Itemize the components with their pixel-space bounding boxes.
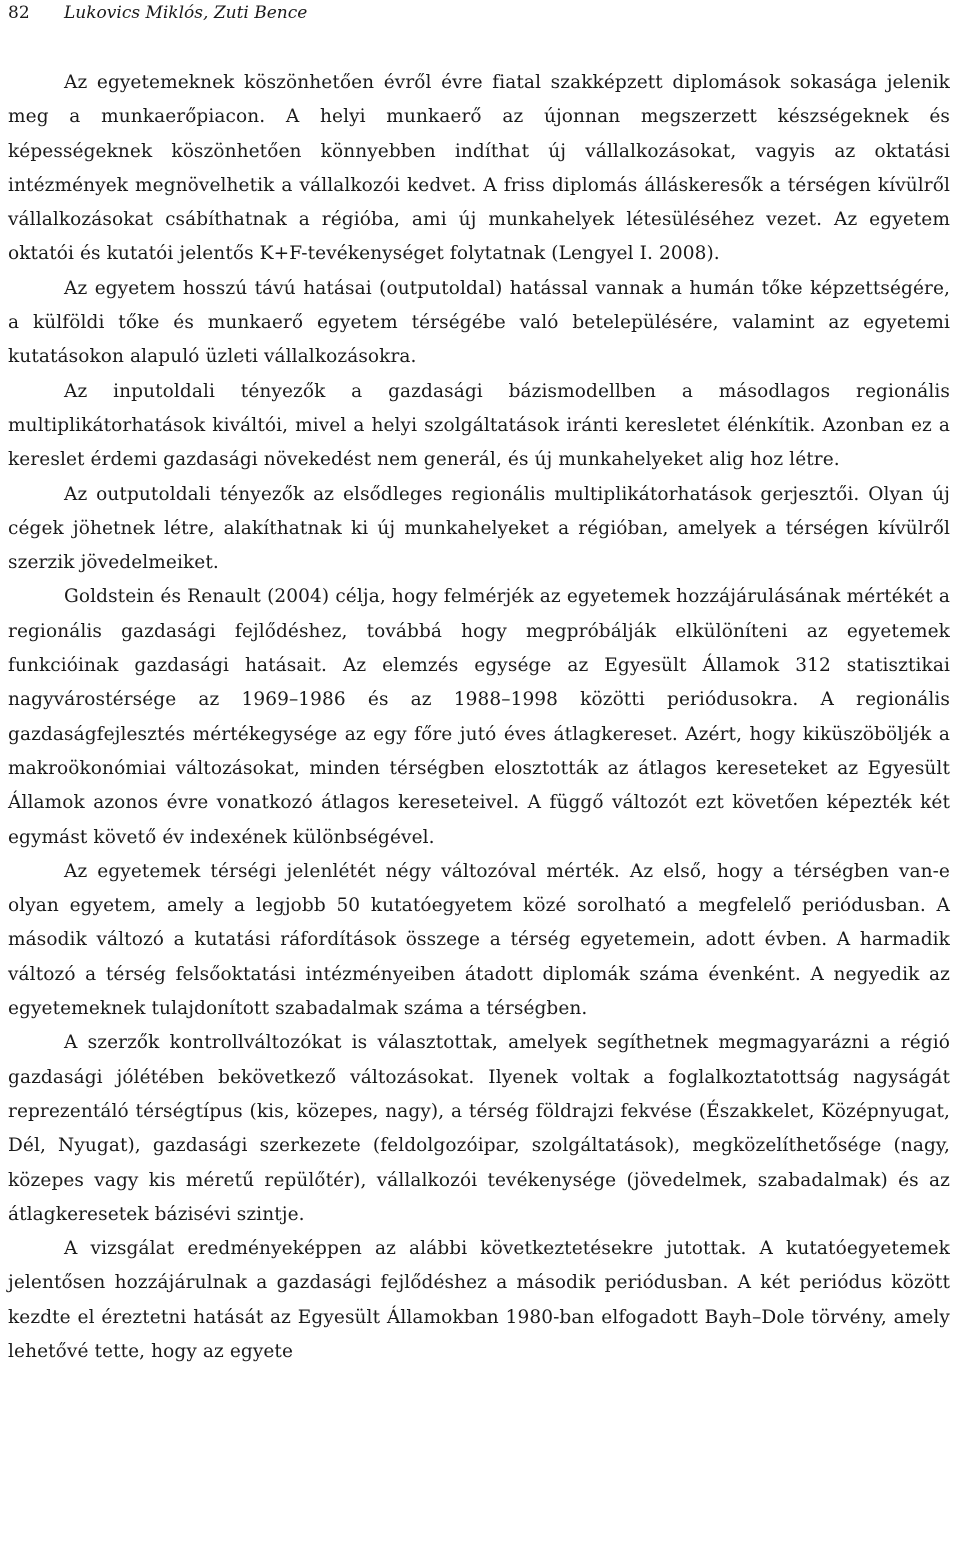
paragraph: A vizsgálat eredményeképpen az alábbi következtetésekre jutottak. A kutatóegyetemek jelentősen hozzájárulnak a gazdasági fejlődéshez a második periódusban. A két periódus között kezdte el éreztetni hatását az Egyesült Államokban 1980-ban elfogadott Bayh–Dole törvény, amely lehetővé tette, hogy az egyete <box>8 1238 950 1362</box>
paragraph: Az inputoldali tényezők a gazdasági bázismodellben a másodlagos regionális multiplikátorhatások kiváltói, mivel a helyi szolgáltatások iránti keresletet élénkítik. Azonban ez a kereslet érdemi gazdasági növekedést nem generál, és új munkahelyeket alig hoz létre. <box>8 380 950 471</box>
page-number: 82 <box>8 3 30 23</box>
paragraph: Az egyetemeknek köszönhetően évről évre fiatal szakképzett diplomások sokasága jelenik meg a munkaerőpiacon. A helyi munkaerő az újonnan megszerzett készségeknek és képességeknek köszönhetően könnyebben indíthat új vállalkozásokat, vagyis az oktatási intézmények megnövelhetik a vállalkozói kedvet. A friss diplomás álláskeresők a térségen kívülről vállalkozásokat csábíthatnak a régióba, ami új munkahelyek létesüléséhez vezet. Az egyetem oktatói és kutatói jelentős K+F-tevékenységet folytatnak (Lengyel I. 2008). <box>8 72 950 265</box>
paragraph: Goldstein és Renault (2004) célja, hogy felmérjék az egyetemek hozzájárulásának mértékét a regionális gazdasági fejlődéshez, továbbá hogy megpróbálják elkülöníteni az egyetemek funkcióinak gazdasági hatásait. Az elemzés egysége az Egyesült Államok 312 statisztikai nagyvárostérsége az 1969–1986 és az 1988–1998 közötti periódusokra. A regionális gazdaságfejlesztés mértékegysége az egy főre jutó éves átlagkereset. Azért, hogy kiküszöböljék a makroökonómiai változásokat, minden térségben elosztották az átlagos kereseteket az Egyesült Államok azonos évre vonatkozó átlagos kereseteivel. A függő változót ezt követően képezték két egymást követő év indexének különbségével. <box>8 586 950 848</box>
paragraph: Az egyetemek térségi jelenlétét négy változóval mérték. Az első, hogy a térségben van-e olyan egyetem, amely a legjobb 50 kutatóegyetem közé sorolható a megfelelő periódusban. A második változó a kutatási ráfordítások összege a térség egyetemein, adott évben. A harmadik változó a térség felsőoktatási intézményeiben átadott diplomák száma évenként. A negyedik az egyetemeknek tulajdonított szabadalmak száma a térségben. <box>8 860 950 1020</box>
paragraph: Az egyetem hosszú távú hatásai (outputoldal) hatással vannak a humán tőke képzettségére, a külföldi tőke és munkaerő egyetem térségébe való betelepülésére, valamint az egyetemi kutatásokon alapuló üzleti vállalkozásokra. <box>8 277 950 368</box>
paragraph: A szerzők kontrollváltozókat is választottak, amelyek segíthetnek megmagyarázni a régió gazdasági jólétében bekövetkező változásokat. Ilyenek voltak a foglalkoztatottság nagyságát reprezentáló térségtípus (kis, közepes, nagy), a térség földrajzi fekvése (Északkelet, Középnyugat, Dél, Nyugat), gazdasági szerkezete (feldolgozóipar, szolgáltatások), megközelíthetősége (nagy, közepes vagy kis méretű repülőtér), vállalkozói tevékenysége (jövedelmek, szabadalmak) és az átlagkeresetek bázisévi szintje. <box>8 1032 950 1225</box>
body-text <box>8 66 950 1369</box>
paragraph: Az outputoldali tényezők az elsődleges regionális multiplikátorhatások gerjesztői. Olyan új cégek jöhetnek létre, alakíthatnak ki új munkahelyeket a régióban, amelyek a térségen kívülről szerzik jövedelmeiket. <box>8 483 950 574</box>
running-head-authors: Lukovics Miklós, Zuti Bence <box>64 3 308 23</box>
running-header <box>8 1 307 25</box>
